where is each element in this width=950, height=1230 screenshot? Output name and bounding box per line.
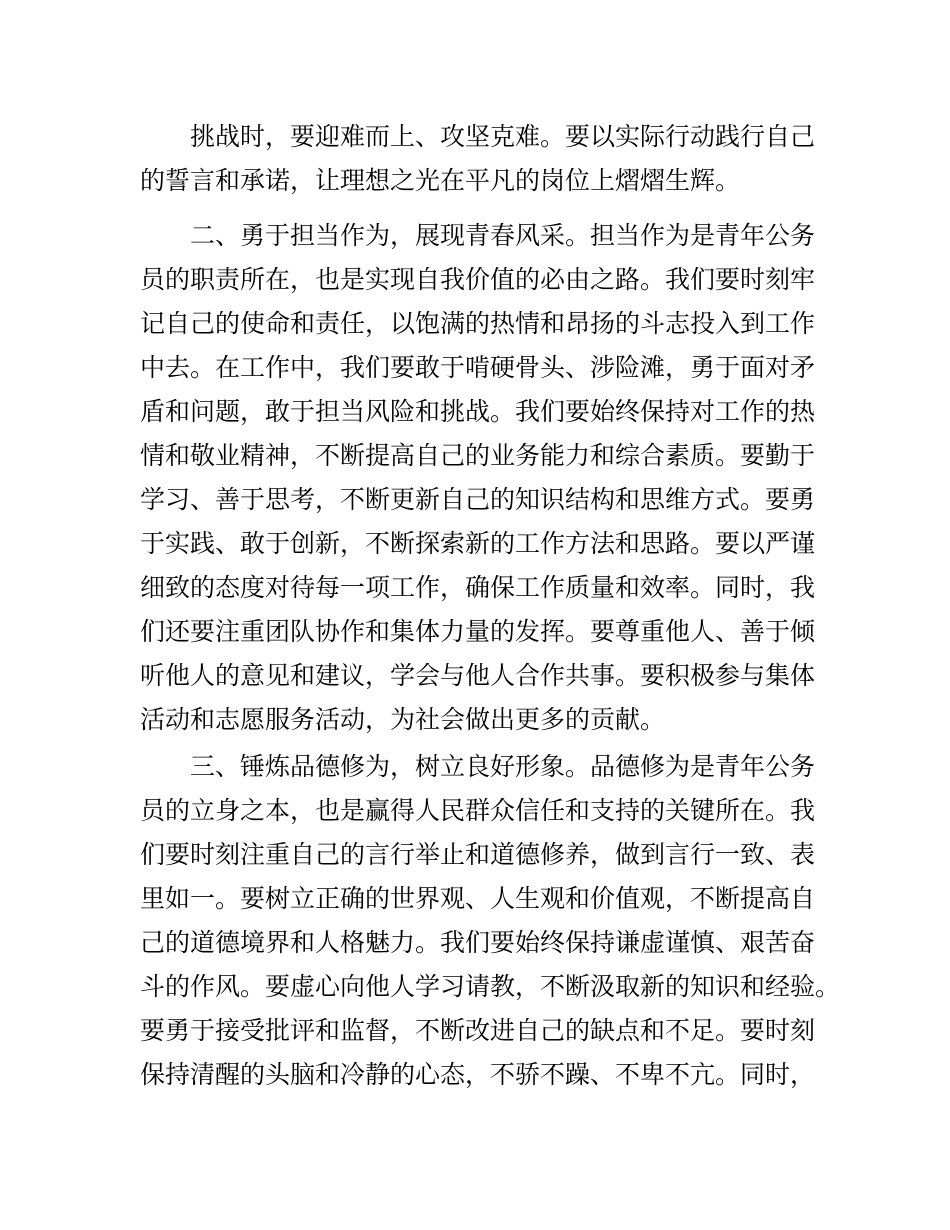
- paragraph-section-two: [140, 214, 820, 742]
- text-line: 情和敬业精神，不断提高自己的业务能力和综合素质。要勤于: [140, 441, 816, 470]
- text-line: 于实践、敢于创新，不断探索新的工作方法和思路。要以严谨: [140, 529, 816, 558]
- text-line: 二、勇于担当作为，展现青春风采。担当作为是青年公务: [190, 221, 816, 250]
- text-line: 听他人的意见和建议，学会与他人合作共事。要积极参与集体: [140, 661, 816, 690]
- text-line: 员的立身之本，也是赢得人民群众信任和支持的关键所在。我: [140, 796, 816, 825]
- text-line: 斗的作风。要虚心向他人学习请教，不断汲取新的知识和经验。: [140, 972, 841, 1001]
- text-line: 三、锤炼品德修为，树立良好形象。品德修为是青年公务: [190, 752, 816, 781]
- text-line: 里如一。要树立正确的世界观、人生观和价值观，不断提高自: [140, 884, 816, 913]
- text-line: 们要时刻注重自己的言行举止和道德修养，做到言行一致、表: [140, 840, 816, 869]
- text-line: 员的职责所在，也是实现自我价值的必由之路。我们要时刻牢: [140, 265, 816, 294]
- paragraph-section-three: [140, 745, 841, 1097]
- text-line: 保持清醒的头脑和冷静的心态，不骄不躁、不卑不亢。同时，: [140, 1060, 816, 1089]
- text-line: 细致的态度对待每一项工作，确保工作质量和效率。同时，我: [140, 573, 816, 602]
- text-line: 己的道德境界和人格魅力。我们要始终保持谦虚谨慎、艰苦奋: [140, 928, 816, 957]
- text-line: 的誓言和承诺，让理想之光在平凡的岗位上熠熠生辉。: [140, 166, 741, 195]
- text-line: 要勇于接受批评和监督，不断改进自己的缺点和不足。要时刻: [140, 1016, 816, 1045]
- paragraph-continuation: [140, 115, 820, 203]
- text-line: 活动和志愿服务活动，为社会做出更多的贡献。: [140, 705, 666, 734]
- text-line: 学习、善于思考，不断更新自己的知识结构和思维方式。要勇: [140, 485, 816, 514]
- text-line: 中去。在工作中，我们要敢于啃硬骨头、涉险滩，勇于面对矛: [140, 353, 816, 382]
- text-line: 盾和问题，敢于担当风险和挑战。我们要始终保持对工作的热: [140, 397, 816, 426]
- text-line: 记自己的使命和责任，以饱满的热情和昂扬的斗志投入到工作: [140, 309, 816, 338]
- text-line: 们还要注重团队协作和集体力量的发挥。要尊重他人、善于倾: [140, 617, 816, 646]
- text-line: 挑战时，要迎难而上、攻坚克难。要以实际行动践行自己: [190, 122, 816, 151]
